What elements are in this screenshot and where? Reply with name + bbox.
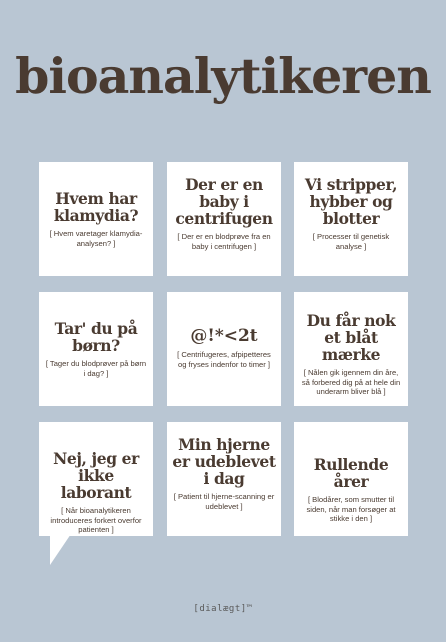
card-3-desc: [ Processer til genetisk analyse ] bbox=[312, 232, 390, 251]
card-7 bbox=[39, 422, 153, 536]
card-2 bbox=[167, 162, 281, 276]
speech-bubble-tail bbox=[50, 525, 77, 565]
card-8-title: Min hjerne er udeblevet i dag bbox=[172, 435, 276, 488]
card-5-desc: [ Centrifugeres, afpipetteres og fryses indenfor to timer ] bbox=[177, 350, 271, 369]
poster-title: bioanalytikeren bbox=[15, 47, 431, 105]
card-9-desc: [ Blodårer, som smutter til siden, når man forsøger at stikke i den ] bbox=[306, 495, 396, 523]
card-grid bbox=[39, 162, 408, 534]
card-9 bbox=[294, 422, 408, 536]
card-1-desc: [ Hvem varetager klamydia-analysen? ] bbox=[49, 229, 143, 248]
card-5 bbox=[167, 292, 281, 406]
card-8 bbox=[167, 422, 281, 536]
card-4-title: Tar' du på børn? bbox=[54, 319, 138, 355]
card-5-title: @!*<2t bbox=[190, 326, 258, 346]
card-7-desc: [ Når bioanalytikeren introduceres forkert overfor patienten ] bbox=[50, 506, 142, 534]
card-6-desc: [ Nålen gik igennem din åre, så forbered dig på at hele din underarm bliver blå ] bbox=[301, 368, 401, 396]
card-8-desc: [ Patient til hjerne-scanning er udeblevet ] bbox=[173, 492, 275, 511]
card-6-title: Du får nok et blåt mærke bbox=[306, 311, 396, 364]
card-7-title: Nej, jeg er ikke laborant bbox=[53, 449, 139, 502]
card-3-title: Vi stripper, hybber og blotter bbox=[304, 175, 398, 228]
brand-logo: [dialægt]™ bbox=[193, 604, 253, 614]
card-1 bbox=[39, 162, 153, 276]
card-2-title: Der er en baby i centrifugen bbox=[175, 175, 273, 228]
card-3 bbox=[294, 162, 408, 276]
card-9-title: Rullende årer bbox=[313, 455, 389, 491]
card-6 bbox=[294, 292, 408, 406]
card-4-desc: [ Tager du blodprøver på børn i dag? ] bbox=[45, 359, 147, 378]
card-1-title: Hvem har klamydia? bbox=[53, 189, 139, 225]
card-4 bbox=[39, 292, 153, 406]
card-2-desc: [ Der er en blodprøve fra en baby i centrifugen ] bbox=[177, 232, 271, 251]
